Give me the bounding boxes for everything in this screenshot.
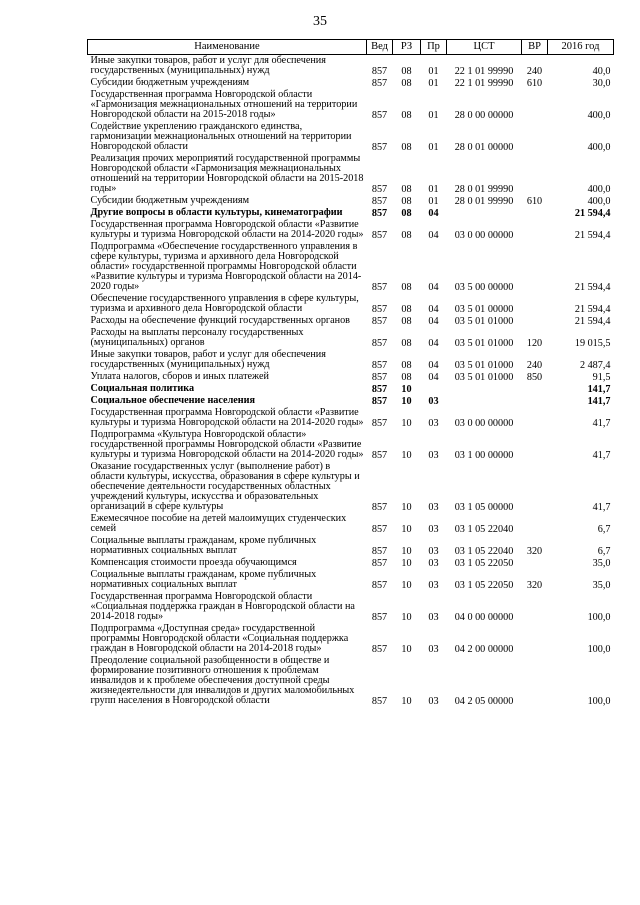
cell-ved: 857 — [371, 338, 388, 349]
cell-cst: 03 5 01 00000 — [454, 304, 514, 315]
cell-cst: 28 0 01 99990 — [454, 196, 514, 207]
cell-vr: 850 — [526, 372, 543, 383]
cell-amount: 41,7 — [592, 502, 611, 513]
cell-ved: 857 — [371, 208, 388, 219]
cell-rz: 10 — [401, 612, 412, 623]
cell-ved: 857 — [371, 110, 388, 121]
table-row — [88, 293, 614, 315]
cell-amount: 6,7 — [597, 524, 611, 535]
cell-vr — [522, 623, 548, 655]
cell-rz: 10 — [401, 524, 412, 535]
table-row — [88, 219, 614, 241]
cell-pr — [421, 383, 447, 395]
cell-name: Субсидии бюджетным учреждениям — [90, 77, 250, 88]
cell-ved: 857 — [371, 142, 388, 153]
cell-rz: 08 — [401, 66, 412, 77]
cell-rz: 10 — [401, 384, 412, 395]
cell-pr: 03 — [428, 450, 439, 461]
cell-name: Компенсация стоимости проезда обучающимся — [90, 557, 297, 568]
cell-amount: 40,0 — [592, 66, 611, 77]
cell-rz: 08 — [401, 360, 412, 371]
cell-ved: 857 — [371, 546, 388, 557]
cell-pr: 03 — [428, 418, 439, 429]
cell-cst: 04 2 00 00000 — [454, 644, 514, 655]
table-row — [88, 55, 614, 78]
cell-pr: 01 — [428, 196, 439, 207]
cell-amount: 141,7 — [587, 384, 611, 395]
cell-amount: 21 594,4 — [574, 304, 611, 315]
cell-name: Субсидии бюджетным учреждениям — [90, 195, 250, 206]
cell-ved: 857 — [371, 524, 388, 535]
cell-vr — [522, 89, 548, 121]
cell-amount: 100,0 — [587, 696, 611, 707]
cell-amount: 91,5 — [592, 372, 611, 383]
cell-ved: 857 — [371, 78, 388, 89]
cell-pr: 01 — [428, 66, 439, 77]
cell-name: Оказание государственных услуг (выполнение работ) в области культуры, искусства, образования в сфере культуры и обеспечение деятельности государственных областных учреждений культуры, искусства и образовательных организаций в сфере культуры — [90, 461, 360, 512]
cell-ved: 857 — [371, 282, 388, 293]
cell-rz: 10 — [401, 546, 412, 557]
cell-vr — [522, 241, 548, 293]
cell-name: Государственная программа Новгородской области «Гармонизация межнациональных отношений на территории Новгородской области на 2015-2018 годы» — [90, 89, 358, 120]
cell-amount: 100,0 — [587, 612, 611, 623]
table-row — [88, 623, 614, 655]
cell-rz: 10 — [401, 418, 412, 429]
cell-rz: 08 — [401, 304, 412, 315]
cell-cst: 28 0 00 00000 — [454, 110, 514, 121]
cell-cst: 03 1 05 22040 — [454, 524, 514, 535]
cell-amount: 41,7 — [592, 418, 611, 429]
cell-rz: 08 — [401, 110, 412, 121]
cell-name: Обеспечение государственного управления в сфере культуры, туризма и архивного дела Новгородской области — [90, 293, 359, 314]
column-header-ved: Вед — [367, 40, 393, 55]
cell-pr: 03 — [428, 396, 439, 407]
cell-pr: 03 — [428, 502, 439, 513]
cell-name: Преодоление социальной разобщенности в обществе и формирование позитивного отношения к проблемам инвалидов и к проблеме обеспечения доступной среды жизнедеятельности для инвалидов и других маломобильных групп населения в Новгородской области — [90, 655, 355, 706]
cell-pr: 01 — [428, 142, 439, 153]
cell-rz: 10 — [401, 396, 412, 407]
cell-amount: 41,7 — [592, 450, 611, 461]
cell-name: Социальная политика — [90, 383, 195, 394]
column-header-year: 2016 год — [548, 40, 614, 55]
cell-rz: 10 — [401, 696, 412, 707]
cell-name: Государственная программа Новгородской области «Социальная поддержка граждан в Новгородской области на 2014-2018 годы» — [90, 591, 355, 622]
cell-name: Подпрограмма «Обеспечение государственного управления в сфере культуры, туризма и архивного дела Новгородской области» государственной программы Новгородской области «Развитие культуры и туризма Новгородской области на 2014-2020 годы» — [90, 241, 362, 292]
column-header-name: Наименование — [88, 40, 367, 55]
cell-name: Государственная программа Новгородской области «Развитие культуры и туризма Новгородской области на 2014-2020 годы» — [90, 407, 364, 428]
cell-amount: 35,0 — [592, 580, 611, 591]
cell-ved: 857 — [371, 558, 388, 569]
cell-amount: 21 594,4 — [574, 208, 611, 219]
cell-ved: 857 — [371, 644, 388, 655]
cell-pr: 04 — [428, 282, 439, 293]
cell-cst: 28 0 01 00000 — [454, 142, 514, 153]
cell-rz: 08 — [401, 338, 412, 349]
cell-pr: 04 — [428, 372, 439, 383]
column-header-rz: РЗ — [393, 40, 421, 55]
cell-amount: 6,7 — [597, 546, 611, 557]
cell-cst: 03 0 00 00000 — [454, 418, 514, 429]
cell-amount: 2 487,4 — [579, 360, 611, 371]
cell-pr: 04 — [428, 338, 439, 349]
cell-vr: 610 — [526, 78, 543, 89]
cell-name: Расходы на выплаты персоналу государственных (муниципальных) органов — [90, 327, 304, 348]
cell-name: Иные закупки товаров, работ и услуг для обеспечения государственных (муниципальных) нужд — [90, 349, 326, 370]
cell-vr — [522, 557, 548, 569]
cell-pr: 03 — [428, 696, 439, 707]
cell-cst: 03 0 00 00000 — [454, 230, 514, 241]
cell-ved: 857 — [371, 316, 388, 327]
cell-ved: 857 — [371, 450, 388, 461]
cell-pr: 03 — [428, 558, 439, 569]
cell-pr: 01 — [428, 78, 439, 89]
cell-amount: 141,7 — [587, 396, 611, 407]
cell-pr: 04 — [428, 208, 439, 219]
cell-ved: 857 — [371, 184, 388, 195]
cell-cst: 03 5 01 01000 — [454, 372, 514, 383]
cell-cst: 03 1 05 00000 — [454, 502, 514, 513]
cell-cst: 03 1 05 22050 — [454, 580, 514, 591]
cell-cst — [447, 207, 522, 219]
table-row — [88, 77, 614, 89]
page-number: 35 — [313, 14, 327, 29]
cell-pr: 03 — [428, 524, 439, 535]
cell-rz: 08 — [401, 208, 412, 219]
cell-ved: 857 — [371, 384, 388, 395]
cell-vr — [522, 407, 548, 429]
cell-vr: 610 — [526, 196, 543, 207]
cell-pr: 04 — [428, 230, 439, 241]
cell-rz: 10 — [401, 580, 412, 591]
cell-amount: 30,0 — [592, 78, 611, 89]
cell-rz: 10 — [401, 502, 412, 513]
table-row — [88, 569, 614, 591]
cell-ved: 857 — [371, 304, 388, 315]
table-row — [88, 535, 614, 557]
table-row — [88, 407, 614, 429]
cell-pr: 04 — [428, 360, 439, 371]
cell-cst: 03 1 05 22040 — [454, 546, 514, 557]
table-row — [88, 315, 614, 327]
table-row — [88, 153, 614, 195]
cell-rz: 10 — [401, 450, 412, 461]
table-row — [88, 371, 614, 383]
cell-pr: 03 — [428, 580, 439, 591]
cell-ved: 857 — [371, 196, 388, 207]
cell-ved: 857 — [371, 66, 388, 77]
cell-ved: 857 — [371, 230, 388, 241]
cell-cst: 22 1 01 99990 — [454, 78, 514, 89]
cell-ved: 857 — [371, 418, 388, 429]
cell-cst: 28 0 01 99990 — [454, 184, 514, 195]
cell-cst: 22 1 01 99990 — [454, 66, 514, 77]
cell-rz: 08 — [401, 78, 412, 89]
table-row — [88, 349, 614, 371]
cell-name: Подпрограмма «Культура Новгородской области» государственной программы Новгородской области «Развитие культуры и туризма Новгородской области на 2014-2020 годы» — [90, 429, 364, 460]
cell-pr: 01 — [428, 110, 439, 121]
cell-vr — [522, 429, 548, 461]
table-row — [88, 395, 614, 407]
cell-amount: 400,0 — [587, 110, 611, 121]
cell-ved: 857 — [371, 372, 388, 383]
cell-name: Государственная программа Новгородской области «Развитие культуры и туризма Новгородской области на 2014-2020 годы» — [90, 219, 364, 240]
cell-vr — [522, 121, 548, 153]
cell-cst: 03 5 01 01000 — [454, 338, 514, 349]
cell-pr: 03 — [428, 644, 439, 655]
cell-ved: 857 — [371, 396, 388, 407]
cell-rz: 10 — [401, 558, 412, 569]
cell-cst: 03 1 05 22050 — [454, 558, 514, 569]
cell-name: Содействие укреплению гражданского единства, гармонизации межнациональных отношений на территории Новгородской области — [90, 121, 352, 152]
column-header-cst: ЦСТ — [447, 40, 522, 55]
cell-name: Социальные выплаты гражданам, кроме публичных нормативных социальных выплат — [90, 569, 317, 590]
cell-rz: 08 — [401, 282, 412, 293]
cell-vr: 320 — [526, 580, 543, 591]
cell-amount: 21 594,4 — [574, 282, 611, 293]
table-row — [88, 195, 614, 207]
table-row — [88, 383, 614, 395]
cell-ved: 857 — [371, 502, 388, 513]
table-row — [88, 557, 614, 569]
cell-amount: 400,0 — [587, 196, 611, 207]
cell-cst — [447, 395, 522, 407]
cell-name: Расходы на обеспечение функций государственных органов — [90, 315, 350, 326]
cell-ved: 857 — [371, 580, 388, 591]
cell-name: Подпрограмма «Доступная среда» государственной программы Новгородской области «Социальная поддержка граждан в Новгородской области на 2014-2018 годы» — [90, 623, 349, 654]
cell-vr: 240 — [526, 360, 543, 371]
table-row — [88, 461, 614, 513]
cell-vr — [522, 207, 548, 219]
cell-cst: 03 1 00 00000 — [454, 450, 514, 461]
cell-vr — [522, 395, 548, 407]
cell-rz: 08 — [401, 372, 412, 383]
cell-vr — [522, 153, 548, 195]
cell-vr — [522, 315, 548, 327]
cell-pr: 03 — [428, 546, 439, 557]
cell-rz: 08 — [401, 196, 412, 207]
cell-name: Реализация прочих мероприятий государственной программы Новгородской области «Гармонизация межнациональных отношений на территории Новгородской области на 2015-2018 годы» — [90, 153, 364, 194]
cell-name: Социальное обеспечение населения — [90, 395, 256, 406]
cell-amount: 21 594,4 — [574, 230, 611, 241]
cell-name: Социальные выплаты гражданам, кроме публичных нормативных социальных выплат — [90, 535, 317, 556]
cell-pr: 04 — [428, 304, 439, 315]
cell-cst: 03 5 01 01000 — [454, 360, 514, 371]
table-row — [88, 89, 614, 121]
cell-name: Уплата налогов, сборов и иных платежей — [90, 371, 269, 382]
cell-rz: 08 — [401, 316, 412, 327]
table-body — [88, 55, 614, 708]
cell-vr — [522, 461, 548, 513]
table-row — [88, 121, 614, 153]
column-header-vr: ВР — [522, 40, 548, 55]
cell-vr — [522, 219, 548, 241]
table-row — [88, 655, 614, 707]
cell-amount: 400,0 — [587, 184, 611, 195]
table-row — [88, 207, 614, 219]
cell-amount: 21 594,4 — [574, 316, 611, 327]
table-row — [88, 241, 614, 293]
cell-ved: 857 — [371, 612, 388, 623]
cell-cst: 04 0 00 00000 — [454, 612, 514, 623]
cell-name: Ежемесячное пособие на детей малоимущих студенческих семей — [90, 513, 347, 534]
cell-amount: 19 015,5 — [574, 338, 611, 349]
cell-rz: 08 — [401, 184, 412, 195]
cell-vr — [522, 655, 548, 707]
cell-vr: 120 — [526, 338, 543, 349]
cell-amount: 35,0 — [592, 558, 611, 569]
cell-cst: 03 5 00 00000 — [454, 282, 514, 293]
cell-amount: 100,0 — [587, 644, 611, 655]
cell-rz: 08 — [401, 230, 412, 241]
cell-name: Иные закупки товаров, работ и услуг для обеспечения государственных (муниципальных) нужд — [90, 55, 326, 76]
cell-vr: 320 — [526, 546, 543, 557]
cell-vr: 240 — [526, 66, 543, 77]
cell-name: Другие вопросы в области культуры, кинематографии — [90, 207, 343, 218]
column-header-pr: Пр — [421, 40, 447, 55]
cell-pr: 03 — [428, 612, 439, 623]
cell-pr: 04 — [428, 316, 439, 327]
cell-rz: 08 — [401, 142, 412, 153]
cell-rz: 10 — [401, 644, 412, 655]
table-row — [88, 429, 614, 461]
table-row — [88, 513, 614, 535]
cell-vr — [522, 383, 548, 395]
cell-cst: 03 5 01 01000 — [454, 316, 514, 327]
cell-ved: 857 — [371, 360, 388, 371]
table-header-row — [88, 40, 614, 55]
table-row — [88, 591, 614, 623]
cell-pr: 01 — [428, 184, 439, 195]
cell-vr — [522, 591, 548, 623]
cell-amount: 400,0 — [587, 142, 611, 153]
cell-vr — [522, 513, 548, 535]
cell-vr — [522, 293, 548, 315]
cell-cst: 04 2 05 00000 — [454, 696, 514, 707]
table-row — [88, 327, 614, 349]
cell-cst — [447, 383, 522, 395]
cell-ved: 857 — [371, 696, 388, 707]
budget-table — [87, 39, 614, 707]
